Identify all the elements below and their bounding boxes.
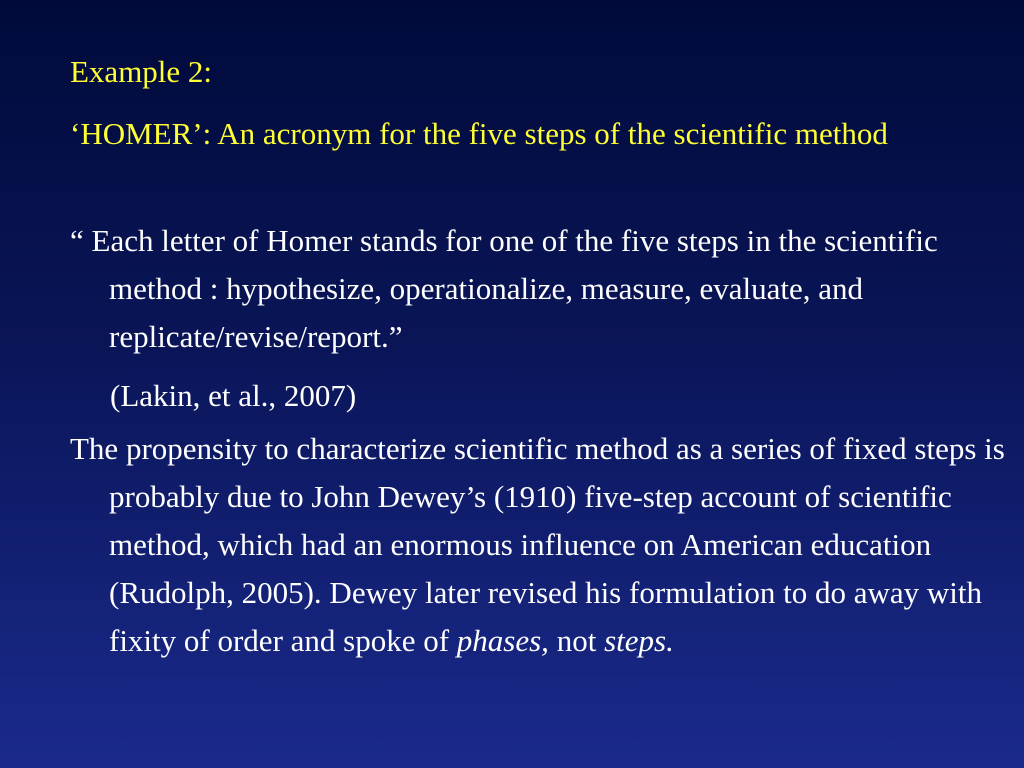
homer-acronym-line: ‘HOMER’: An acronym for the five steps of the scientific method [70,116,888,151]
dewey-paragraph [70,425,1019,665]
dewey-text-2: not [548,623,605,658]
dewey-emphasis-phases: phases, [456,623,549,658]
quote-citation: (Lakin, et al., 2007) [110,378,357,413]
slide-heading: Example 2: [70,54,213,89]
dewey-emphasis-steps: steps. [604,623,674,658]
dewey-text-1: The propensity to characterize scientific method as a series of fixed steps is probably due to John Dewey’s (1910) five-step account of scientific method, which had an enormous influence on American education (Rudolph, 2005). Dewey later revised his formulation to do away with fixity of order and spoke of [70,431,1005,658]
homer-quote: “ Each letter of Homer stands for one of the five steps in the scientific method : hypothesize, operationalize, measure, evaluate, and replicate/revise/report.” [70,223,938,354]
